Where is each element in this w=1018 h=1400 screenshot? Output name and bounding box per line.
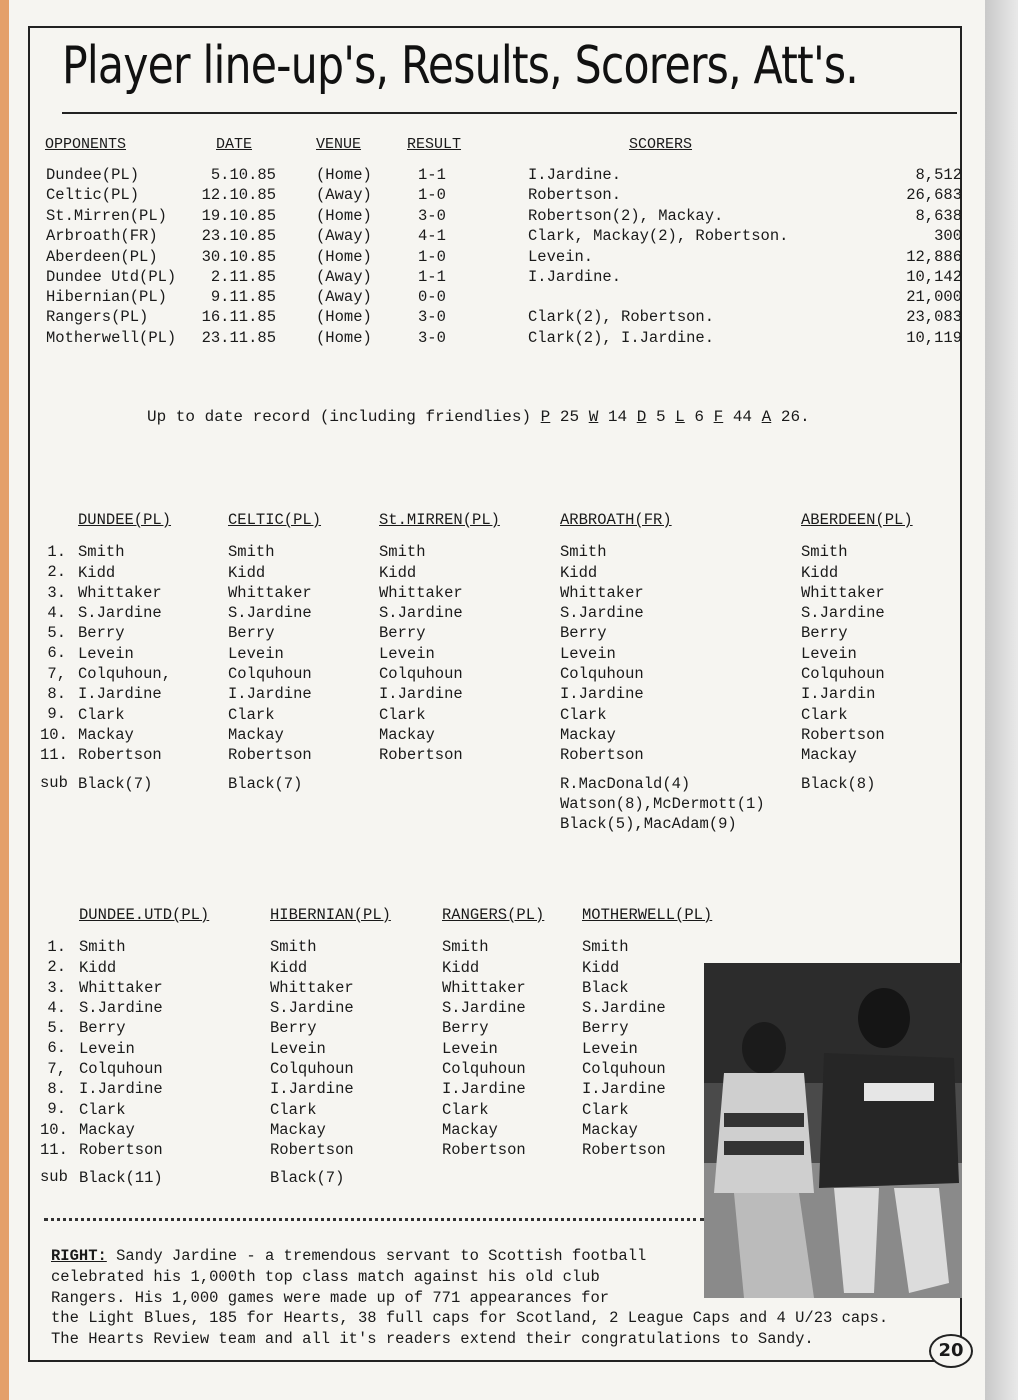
lineup-subs (79, 1168, 163, 1188)
page-number: 20 (929, 1334, 973, 1368)
result-opponent: St.Mirren(PL) (46, 207, 167, 225)
lineup-player: Levein (270, 1039, 326, 1058)
header-date: DATE (216, 136, 253, 153)
result-scorers: Clark, Mackay(2), Robertson. (528, 227, 789, 245)
result-venue: (Away) (316, 186, 372, 204)
lineup-player: Mackay (379, 725, 435, 744)
result-row (0, 268, 1018, 288)
lineups_top-shirt-numbers (40, 542, 66, 765)
shirt-number: 1. (47, 543, 66, 561)
lineup-column (270, 905, 391, 1161)
result-attendance: 10,119 (906, 329, 962, 347)
shirt-number: 11. (40, 1140, 68, 1159)
lineup-player: Smith (442, 938, 489, 957)
result-venue: (Home) (316, 166, 372, 184)
result-result: 3-0 (418, 329, 446, 347)
caption-line-1 (51, 1247, 646, 1265)
record-a: 26. (780, 408, 810, 426)
record-d: 5 (655, 408, 666, 426)
result-result: 1-0 (418, 186, 446, 204)
lineup-player: Clark (442, 1100, 489, 1119)
lineup-player: Clark (582, 1100, 629, 1119)
lineup-player: Berry (560, 624, 607, 643)
lineup-player: Kidd (228, 563, 266, 582)
record-a-label: A (761, 408, 772, 426)
lineup-column (78, 510, 171, 766)
lineup-player: Whittaker (228, 583, 312, 602)
lineup-player: I.Jardine (442, 1080, 526, 1099)
lineup-player: Berry (442, 1019, 489, 1038)
lineup-player: I.Jardine (79, 1080, 163, 1099)
result-date: 23.11.85 (201, 329, 276, 347)
lineup-player: Kidd (79, 958, 117, 977)
header-scorers: SCORERS (629, 136, 693, 153)
result-scorers: Levein. (528, 248, 594, 266)
lineup-player: Clark (801, 705, 848, 724)
lineup-team-heading: ARBROATH(FR) (560, 511, 672, 529)
shirt-number: 4. (47, 998, 66, 1017)
lineup-player: Whittaker (270, 978, 354, 997)
lineup-player: Smith (801, 543, 848, 562)
lineup-player: Levein (442, 1039, 498, 1058)
shirt-number: 11. (40, 745, 68, 764)
page-title: Player line-up's, Results, Scorers, Att's. (62, 36, 858, 96)
shirt-number: 7, (47, 1059, 66, 1078)
result-venue: (Away) (316, 268, 372, 286)
record-p-label: P (540, 408, 551, 426)
lineup-player: Colquhoun (79, 1060, 163, 1079)
lineup-column (379, 510, 500, 766)
season-record (147, 408, 810, 426)
lineup-player: Berry (801, 624, 848, 643)
result-scorers: Robertson. (528, 186, 622, 204)
lineup-player: Colquhoun (442, 1060, 526, 1079)
shirt-number: 5. (47, 1019, 66, 1038)
lineup-player: S.Jardine (379, 604, 463, 623)
result-attendance: 8,512 (915, 166, 962, 184)
shirt-number: 8. (47, 1080, 66, 1099)
lineup-player: Mackay (442, 1120, 498, 1139)
lineup-subs (78, 774, 152, 794)
lineup-player: Clark (270, 1100, 317, 1119)
lineup-player: Levein (228, 644, 284, 663)
result-attendance: 23,083 (906, 308, 962, 326)
lineup-player: Colquhoun (270, 1060, 354, 1079)
shirt-number: 8. (47, 685, 66, 704)
shirt-number: 3. (47, 583, 66, 602)
lineup-player: Clark (560, 705, 607, 724)
lineup-sub: Watson(8),McDermott(1) (560, 795, 765, 813)
lineup-player: Robertson (228, 746, 312, 765)
lineup-player: Kidd (582, 958, 620, 977)
record-f: 44 (732, 408, 753, 426)
record-p: 25 (559, 408, 580, 426)
lineup-player: Whittaker (801, 583, 885, 602)
lineup-player: Robertson (582, 1141, 666, 1160)
lineup-player: Kidd (270, 958, 308, 977)
lineup-player: Berry (582, 1019, 629, 1038)
result-venue: (Home) (316, 207, 372, 225)
lineup-player: Robertson (442, 1141, 526, 1160)
lineup-player: Robertson (270, 1141, 354, 1160)
result-opponent: Hibernian(PL) (46, 288, 167, 306)
result-row (0, 308, 1018, 328)
lineup-player: Colquhoun (801, 665, 885, 684)
result-date: 23.10.85 (201, 227, 276, 245)
lineup-player: Robertson (79, 1141, 163, 1160)
lineups_bottom-shirt-numbers (40, 937, 66, 1160)
lineup-subs (270, 1168, 344, 1188)
shirt-number: 2. (47, 563, 66, 582)
lineup-player: Mackay (801, 746, 857, 765)
lineup-player: Smith (270, 938, 317, 957)
lineup-player: Clark (228, 705, 275, 724)
result-date: 9.11.85 (210, 288, 276, 306)
lineup-team-heading: MOTHERWELL(PL) (582, 906, 713, 924)
shirt-number: 10. (40, 1120, 68, 1139)
result-row (0, 329, 1018, 349)
lineup-team-heading: DUNDEE.UTD(PL) (79, 906, 210, 924)
lineup-player: Mackay (228, 725, 284, 744)
result-row (0, 248, 1018, 268)
result-attendance: 21,000 (906, 288, 962, 306)
lineup-player: Berry (79, 1019, 126, 1038)
lineup-player: Kidd (78, 563, 116, 582)
result-scorers: I.Jardine. (528, 268, 622, 286)
lineup-player: Smith (582, 938, 629, 957)
lineup-team-heading: ABERDEEN(PL) (801, 511, 913, 529)
caption-divider (44, 1218, 704, 1221)
lineup-player: Levein (79, 1039, 135, 1058)
lineup-player: Mackay (78, 725, 134, 744)
result-date: 5.10.85 (210, 166, 276, 184)
result-result: 3-0 (418, 207, 446, 225)
result-result: 4-1 (418, 227, 446, 245)
result-scorers: I.Jardine. (528, 166, 622, 184)
caption-line-3: Rangers. His 1,000 games were made up of 771 appearances for (51, 1289, 610, 1307)
sub-label: sub (40, 774, 68, 792)
result-result: 1-1 (418, 166, 446, 184)
result-opponent: Celtic(PL) (46, 186, 140, 204)
lineup-player: S.Jardine (442, 999, 526, 1018)
lineup-player: Whittaker (379, 583, 463, 602)
lineup-team-heading: St.MIRREN(PL) (379, 511, 500, 529)
lineup-player: Berry (228, 624, 275, 643)
header-venue: VENUE (316, 136, 362, 153)
result-result: 1-1 (418, 268, 446, 286)
lineup-subs (801, 774, 875, 794)
lineup-player: Mackay (270, 1120, 326, 1139)
record-f-label: F (713, 408, 724, 426)
lineup-player: Colquhoun, (78, 665, 172, 684)
lineup-player: Whittaker (442, 978, 526, 997)
shirt-number: 3. (47, 978, 66, 997)
lineup-player: Black (582, 978, 629, 997)
result-opponent: Rangers(PL) (46, 308, 149, 326)
result-date: 16.11.85 (201, 308, 276, 326)
lineup-player: Berry (78, 624, 125, 643)
shirt-number: 9. (47, 705, 66, 724)
lineup-team-heading: HIBERNIAN(PL) (270, 906, 391, 924)
lineup-player: Smith (560, 543, 607, 562)
result-scorers: Clark(2), Robertson. (528, 308, 715, 326)
result-opponent: Dundee Utd(PL) (46, 268, 177, 286)
lineup-sub: Black(11) (79, 1169, 163, 1187)
lineup-player: S.Jardine (801, 604, 885, 623)
shirt-number: 6. (47, 1039, 66, 1058)
header-result: RESULT (407, 136, 462, 153)
lineup-player: Levein (801, 644, 857, 663)
lineup-player: Berry (379, 624, 426, 643)
lineup-player: Clark (79, 1100, 126, 1119)
result-row (0, 207, 1018, 227)
lineup-subs (560, 774, 765, 834)
lineup-player: Smith (79, 938, 126, 957)
lineup-player: I.Jardine (379, 685, 463, 704)
shirt-number: 9. (47, 1100, 66, 1119)
lineup-player: I.Jardin (801, 685, 876, 704)
result-scorers: Robertson(2), Mackay. (528, 207, 724, 225)
lineup-player: S.Jardine (582, 999, 666, 1018)
lineup-player: I.Jardine (582, 1080, 666, 1099)
result-attendance: 300 (934, 227, 962, 245)
result-attendance: 8,638 (915, 207, 962, 225)
lineup-column (560, 510, 672, 766)
lineup-team-heading: CELTIC(PL) (228, 511, 322, 529)
lineup-player: Mackay (560, 725, 616, 744)
result-date: 2.11.85 (210, 268, 276, 286)
record-w: 14 (607, 408, 628, 426)
binding-gutter (985, 0, 1018, 1400)
lineup-player: Kidd (560, 563, 598, 582)
lineup-player: Clark (78, 705, 125, 724)
record-l-label: L (675, 408, 685, 426)
caption-line-2: celebrated his 1,000th top class match against his old club (51, 1268, 600, 1286)
lineup-player: Smith (78, 543, 125, 562)
lineup-player: Smith (379, 543, 426, 562)
result-result: 1-0 (418, 248, 446, 266)
photo-image (704, 963, 962, 1298)
result-date: 30.10.85 (201, 248, 276, 266)
lineup-player: Levein (78, 644, 134, 663)
lineup-player: Smith (228, 543, 275, 562)
result-attendance: 12,886 (906, 248, 962, 266)
match-photo (704, 963, 962, 1298)
result-venue: (Home) (316, 248, 372, 266)
shirt-number: 5. (47, 624, 66, 643)
lineup-player: Clark (379, 705, 426, 724)
lineup-player: Robertson (78, 746, 162, 765)
lineup-player: Mackay (582, 1120, 638, 1139)
lineup-column (801, 510, 913, 766)
result-result: 3-0 (418, 308, 446, 326)
lineup-player: Kidd (442, 958, 480, 977)
lineup-sub: Black(7) (228, 775, 303, 793)
lineup-player: I.Jardine (560, 685, 644, 704)
result-opponent: Arbroath(FR) (46, 227, 158, 245)
lineup-player: Kidd (801, 563, 839, 582)
result-row (0, 227, 1018, 247)
lineup-player: I.Jardine (270, 1080, 354, 1099)
result-venue: (Home) (316, 308, 372, 326)
shirt-number: 2. (47, 958, 66, 977)
record-w-label: W (588, 408, 599, 426)
lineup-player: S.Jardine (560, 604, 644, 623)
result-attendance: 10,142 (906, 268, 962, 286)
caption-text-1: Sandy Jardine - a tremendous servant to Scottish football (116, 1247, 647, 1265)
shirt-number: 1. (47, 938, 66, 956)
lineup-sub: Black(5),MacAdam(9) (560, 815, 737, 833)
title-rule (62, 112, 957, 114)
caption-line-5: The Hearts Review team and all it's readers extend their congratulations to Sandy. (51, 1330, 814, 1348)
result-opponent: Dundee(PL) (46, 166, 140, 184)
record-l: 6 (694, 408, 704, 426)
lineup-player: S.Jardine (270, 999, 354, 1018)
lineup-player: Robertson (560, 746, 644, 765)
header-opponents: OPPONENTS (45, 136, 127, 153)
lineup-player: S.Jardine (79, 999, 163, 1018)
lineup-player: Whittaker (79, 978, 163, 997)
result-opponent: Aberdeen(PL) (46, 248, 158, 266)
lineup-player: Whittaker (78, 583, 162, 602)
lineup-sub: Black(8) (801, 775, 876, 793)
lineup-player: Kidd (379, 563, 417, 582)
lineup-player: Colquhoun (560, 665, 644, 684)
result-opponent: Motherwell(PL) (46, 329, 177, 347)
lineup-player: I.Jardine (78, 685, 162, 704)
lineup-sub: Black(7) (78, 775, 153, 793)
lineup-player: Levein (560, 644, 616, 663)
sub-label: sub (40, 1168, 68, 1186)
result-date: 12.10.85 (201, 186, 276, 204)
lineup-team-heading: DUNDEE(PL) (78, 511, 172, 529)
shirt-number: 10. (40, 725, 68, 744)
result-scorers: Clark(2), I.Jardine. (528, 329, 715, 347)
lineup-player: I.Jardine (228, 685, 312, 704)
lineup-player: Robertson (379, 746, 463, 765)
lineup-column (228, 510, 321, 766)
result-date: 19.10.85 (201, 207, 276, 225)
lineup-player: Berry (270, 1019, 317, 1038)
lineup-player: Levein (582, 1039, 638, 1058)
lineup-player: Colquhoun (379, 665, 463, 684)
shirt-number: 6. (47, 644, 66, 663)
result-venue: (Home) (316, 329, 372, 347)
lineup-column (582, 905, 712, 1161)
caption-label: RIGHT: (51, 1247, 107, 1265)
record-prefix: Up to date record (including friendlies) (147, 408, 532, 426)
lineup-column (79, 905, 209, 1161)
lineup-player: Levein (379, 644, 435, 663)
lineup-player: Mackay (79, 1120, 135, 1139)
lineup-player: S.Jardine (228, 604, 312, 623)
result-row (0, 166, 1018, 186)
result-venue: (Away) (316, 227, 372, 245)
lineup-team-heading: RANGERS(PL) (442, 906, 545, 924)
caption-line-4: the Light Blues, 185 for Hearts, 38 full caps for Scotland, 2 League Caps and 4 U/23 caps. (51, 1309, 889, 1327)
lineup-sub: R.MacDonald(4) (560, 775, 691, 793)
result-row (0, 186, 1018, 206)
shirt-number: 7, (47, 664, 66, 683)
lineup-player: Robertson (801, 725, 885, 744)
result-result: 0-0 (418, 288, 446, 306)
result-venue: (Away) (316, 288, 372, 306)
lineup-column (442, 905, 544, 1161)
result-row (0, 288, 1018, 308)
lineup-player: Colquhoun (582, 1060, 666, 1079)
lineup-subs (228, 774, 302, 794)
lineup-player: S.Jardine (78, 604, 162, 623)
lineup-player: Colquhoun (228, 665, 312, 684)
lineup-player: Whittaker (560, 583, 644, 602)
lineup-sub: Black(7) (270, 1169, 345, 1187)
result-attendance: 26,683 (906, 186, 962, 204)
shirt-number: 4. (47, 603, 66, 622)
record-d-label: D (636, 408, 647, 426)
